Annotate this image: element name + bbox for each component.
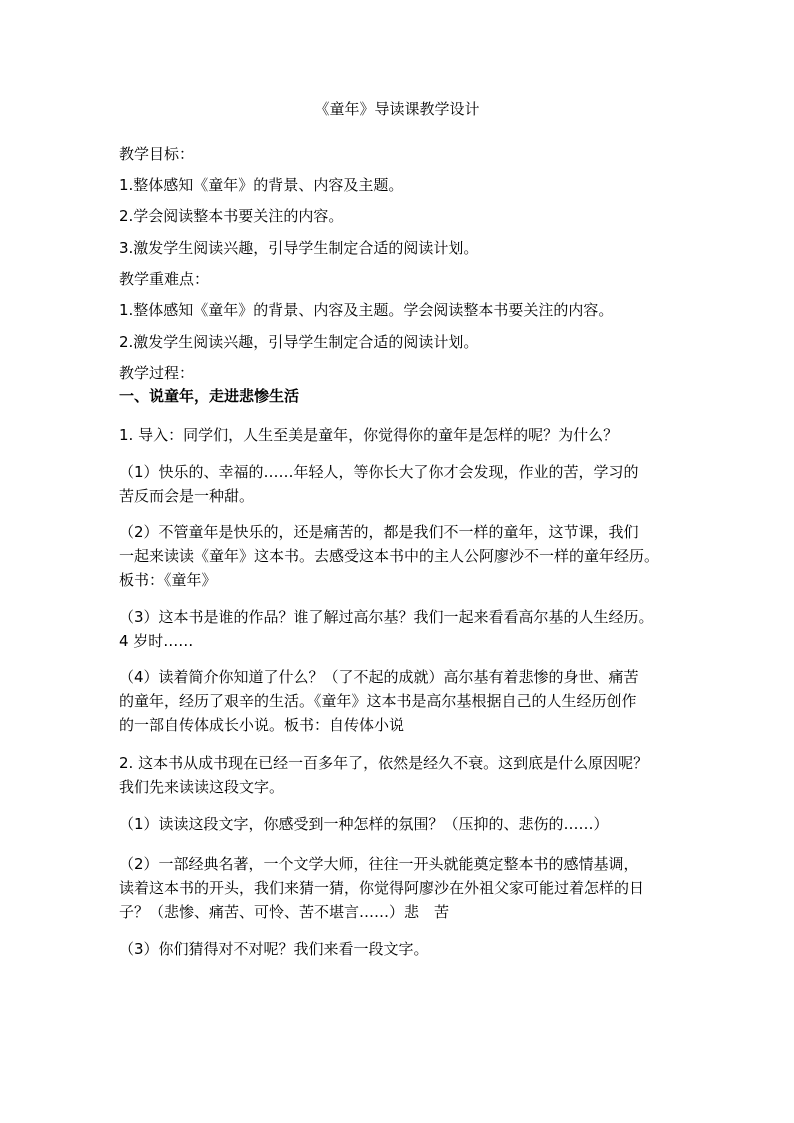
keypoint-item: 2.激发学生阅读兴趣，引导学生制定合适的阅读计划。 <box>119 333 479 351</box>
process-heading: 教学过程： <box>119 364 195 382</box>
paragraph-line: 苦反而会是一种甜。 <box>119 487 255 505</box>
paragraph-line: （3）你们猜得对不对呢？我们来看一段文字。 <box>119 940 429 958</box>
paragraph-line: （2）不管童年是快乐的，还是痛苦的，都是我们不一样的童年，这节课，我们 <box>119 523 639 541</box>
paragraph-line: 一起来读读《童年》这本书。去感受这本书中的主人公阿廖沙不一样的童年经历。 <box>119 547 660 565</box>
paragraph-line: 读着这本书的开头，我们来猜一猜，你觉得阿廖沙在外祖父家可能过着怎样的日 <box>119 879 645 897</box>
paragraph-line: 的童年，经历了艰辛的生活。《童年》这本书是高尔基根据自己的人生经历创作 <box>119 692 637 710</box>
objectives-heading: 教学目标： <box>119 145 195 163</box>
paragraph-line: 板书：《童年》 <box>119 571 217 589</box>
paragraph-line: （4）读着简介你知道了什么？（了不起的成就）高尔基有着悲惨的身世、痛苦 <box>119 668 639 686</box>
objective-item: 3.激发学生阅读兴趣，引导学生制定合适的阅读计划。 <box>119 239 479 257</box>
keypoint-item: 1.整体感知《童年》的背景、内容及主题。学会阅读整本书要关注的内容。 <box>119 301 614 319</box>
paragraph-line: 4 岁时…… <box>119 632 194 650</box>
paragraph-line: 我们先来读读这段文字。 <box>119 778 285 796</box>
document-title: 《童年》导读课教学设计 <box>314 100 480 118</box>
objective-item: 1.整体感知《童年》的背景、内容及主题。 <box>119 176 404 194</box>
paragraph-line: （3）这本书是谁的作品？谁了解过高尔基？我们一起来看看高尔基的人生经历。 <box>119 608 654 626</box>
paragraph-line: 子？（悲惨、痛苦、可怜、苦不堪言……）悲 苦 <box>119 903 450 921</box>
objective-item: 2.学会阅读整本书要关注的内容。 <box>119 207 344 225</box>
paragraph-line: 2. 这本书从成书现在已经一百多年了，依然是经久不衰。这到底是什么原因呢？ <box>119 754 649 772</box>
section-heading: 一、说童年，走进悲惨生活 <box>119 387 300 405</box>
paragraph-line: （2）一部经典名著，一个文学大师，往往一开头就能奠定整本书的感情基调， <box>119 855 639 873</box>
keypoints-heading: 教学重难点： <box>119 270 210 288</box>
step-paragraph: 1. 导入：同学们，人生至美是童年，你觉得你的童年是怎样的呢？为什么？ <box>119 426 619 444</box>
paragraph-line: 的一部自传体成长小说。板书：自传体小说 <box>119 716 405 734</box>
paragraph-line: （1）快乐的、幸福的……年轻人，等你长大了你才会发现，作业的苦，学习的 <box>119 463 639 481</box>
paragraph-line: （1）读读这段文字，你感受到一种怎样的氛围？（压抑的、悲伤的……） <box>119 815 609 833</box>
